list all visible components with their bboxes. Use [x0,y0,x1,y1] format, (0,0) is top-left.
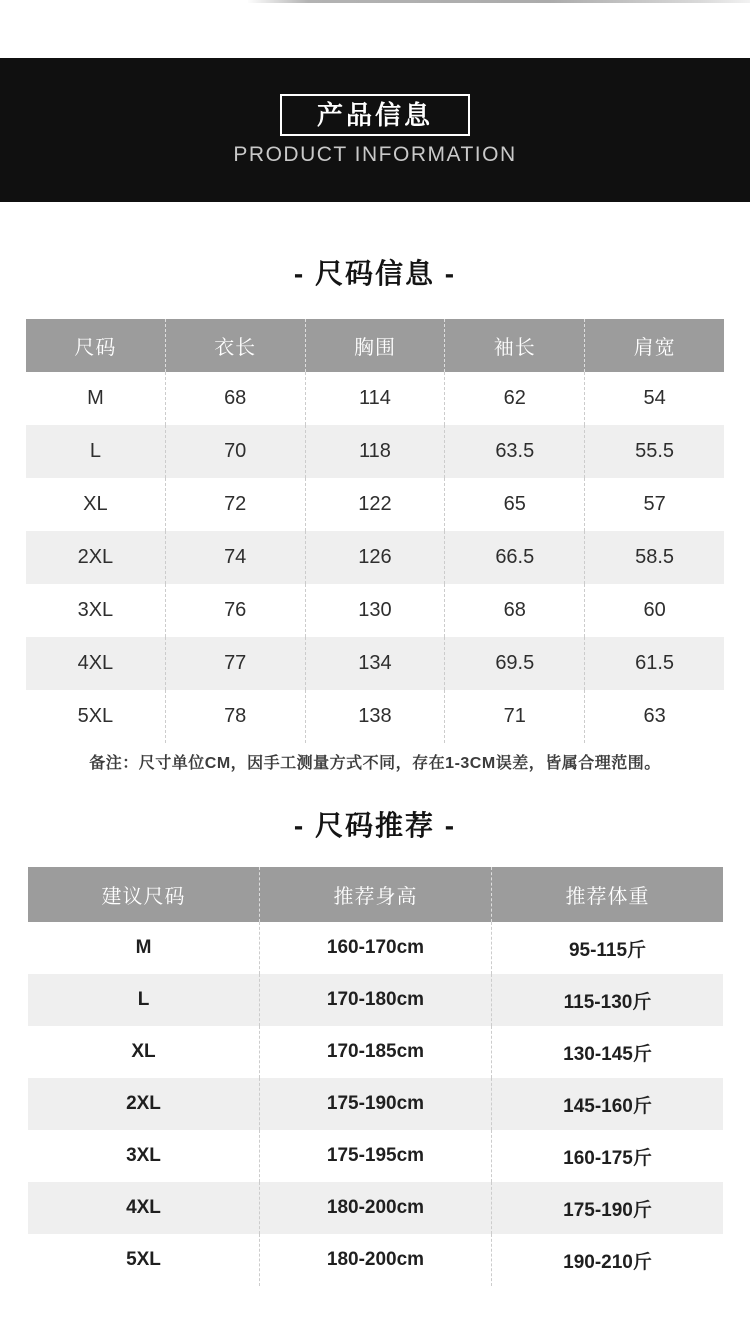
table-row [26,531,724,584]
table-cell: 95-115斤 [568,939,647,961]
table-cell: 65 [445,478,585,531]
size-info-table-body [26,372,724,743]
table-cell: XL [28,1026,260,1078]
banner-subtitle: PRODUCT INFORMATION [233,143,517,166]
table-cell: 134 [306,637,446,690]
table-cell: XL [26,478,166,531]
column-header: 袖长 [445,319,585,372]
table-cell: 63.5 [445,425,585,478]
product-info-banner [0,58,750,202]
table-cell: 63 [643,705,666,727]
table-cell: M [26,372,166,425]
table-row [28,922,723,974]
table-cell: 130-145斤 [563,1043,652,1065]
table-cell: 4XL [28,1182,260,1234]
table-row [28,1130,723,1182]
column-header: 尺码 [26,319,166,372]
column-header: 建议尺码 [28,867,260,922]
table-row [28,1182,723,1234]
top-divider [248,0,750,3]
table-cell: 2XL [26,531,166,584]
table-cell: 170-185cm [260,1026,492,1078]
column-header: 肩宽 [633,337,676,359]
table-cell: L [26,425,166,478]
table-cell: 175-190斤 [563,1199,652,1221]
table-cell: 115-130斤 [563,991,652,1013]
table-cell: L [28,974,260,1026]
table-cell: 66.5 [445,531,585,584]
table-cell: 77 [166,637,306,690]
table-row [26,584,724,637]
table-cell: 57 [643,493,666,515]
table-cell: 180-200cm [260,1234,492,1286]
table-cell: 170-180cm [260,974,492,1026]
table-cell: 76 [166,584,306,637]
table-cell: 69.5 [445,637,585,690]
table-row [26,478,724,531]
column-header: 推荐身高 [260,867,492,922]
table-cell: 55.5 [635,440,675,462]
table-cell: 70 [166,425,306,478]
table-row [28,1234,723,1286]
size-recommend-heading: - 尺码推荐 - [293,810,457,841]
table-cell: 5XL [26,690,166,743]
size-info-table-header [26,319,724,372]
table-cell: 68 [445,584,585,637]
table-cell: 122 [306,478,446,531]
table-cell: 130 [306,584,446,637]
table-row [26,372,724,425]
column-header: 胸围 [306,319,446,372]
measurement-note: 备注：尺寸单位CM，因手工测量方式不同，存在1-3CM误差，皆属合理范围。 [89,755,661,772]
table-cell: 175-190cm [260,1078,492,1130]
table-cell: 175-195cm [260,1130,492,1182]
table-cell: 54 [643,387,666,409]
table-cell: 68 [166,372,306,425]
table-row [26,690,724,743]
column-header: 推荐体重 [565,886,650,908]
table-cell: 190-210斤 [563,1251,652,1273]
table-cell: 138 [306,690,446,743]
table-cell: 4XL [26,637,166,690]
table-row [28,1026,723,1078]
table-cell: 5XL [28,1234,260,1286]
table-cell: 3XL [26,584,166,637]
table-cell: 71 [445,690,585,743]
table-row [28,1078,723,1130]
table-cell: 72 [166,478,306,531]
table-cell: 74 [166,531,306,584]
table-cell: 2XL [28,1078,260,1130]
table-cell: 160-170cm [260,922,492,974]
size-recommend-table [28,867,723,1286]
column-header: 衣长 [166,319,306,372]
table-cell: 180-200cm [260,1182,492,1234]
table-cell: 58.5 [635,546,675,568]
size-info-heading: - 尺码信息 - [293,258,457,289]
table-row [28,974,723,1026]
table-cell: M [28,922,260,974]
table-cell: 118 [306,425,446,478]
size-recommend-table-body [28,922,723,1286]
table-cell: 114 [306,372,446,425]
table-cell: 145-160斤 [563,1095,652,1117]
table-cell: 3XL [28,1130,260,1182]
banner-title: 产品信息 [316,100,433,130]
size-info-table [26,319,724,743]
table-cell: 60 [643,599,666,621]
table-cell: 160-175斤 [563,1147,652,1169]
banner-title-box [280,94,470,136]
table-row [26,637,724,690]
size-recommend-table-header [28,867,723,922]
table-cell: 61.5 [635,652,675,674]
table-row [26,425,724,478]
table-cell: 62 [445,372,585,425]
table-cell: 78 [166,690,306,743]
table-cell: 126 [306,531,446,584]
